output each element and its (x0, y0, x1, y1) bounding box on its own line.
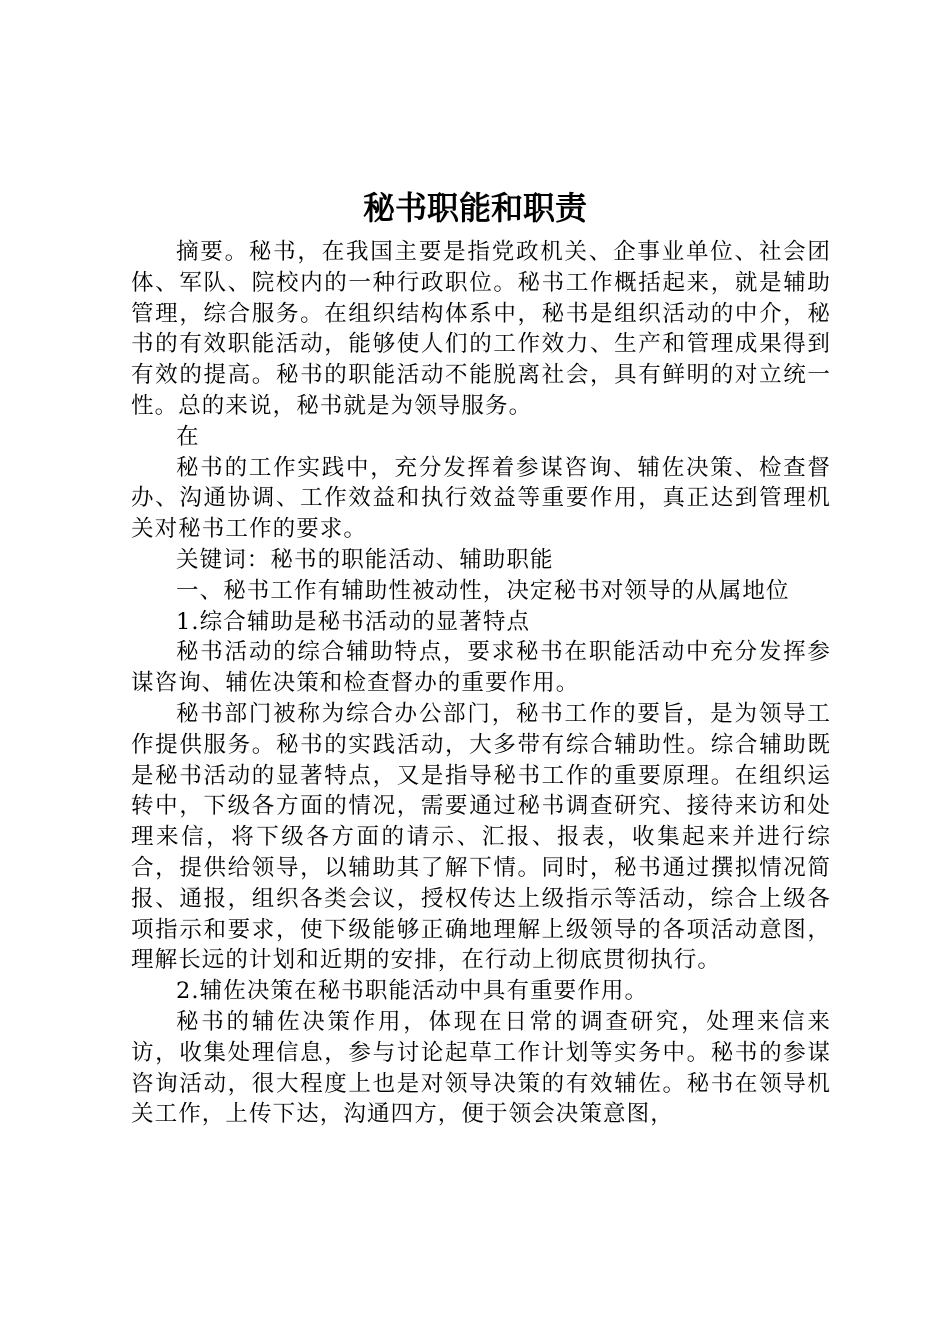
paragraph-abstract: 摘要。秘书，在我国主要是指党政机关、企事业单位、社会团体、军队、院校内的一种行政职位。秘书工作概括起来，就是辅助管理，综合服务。在组织结构体系中，秘书是组织活动的中介，秘书的有效职能活动，能够使人们的工作效力、生产和管理成果得到有效的提高。秘书的职能活动不能脱离社会，具有鲜明的对立统一性。总的来说，秘书就是为领导服务。 (131, 239, 831, 419)
paragraph-body: 秘书的辅佐决策作用，体现在日常的调查研究，处理来信来访，收集处理信息，参与讨论起草工作计划等实务中。秘书的参谋咨询活动，很大程度上也是对领导决策的有效辅佐。秘书在领导机关工作，上传下达，沟通四方，便于领会决策意图， (131, 1008, 831, 1128)
paragraph-body: 秘书部门被称为综合办公部门，秘书工作的要旨，是为领导工作提供服务。秘书的实践活动，大多带有综合辅助性。综合辅助既是秘书活动的显著特点，又是指导秘书工作的重要原理。在组织运转中，下级各方面的情况，需要通过秘书调查研究、接待来访和处理来信，将下级各方面的请示、汇报、报表，收集起来并进行综合，提供给领导，以辅助其了解下情。同时，秘书通过撰拟情况简报、通报，组织各类会议，授权传达上级指示等活动，综合上级各项指示和要求，使下级能够正确地理解上级领导的各项活动意图，理解长远的计划和近期的安排，在行动上彻底贯彻执行。 (131, 700, 831, 974)
paragraph-body: 秘书活动的综合辅助特点，要求秘书在职能活动中充分发挥参谋咨询、辅佐决策和检查督办的重要作用。 (131, 639, 831, 697)
paragraph-practice: 秘书的工作实践中，充分发挥着参谋咨询、辅佐决策、检查督办、沟通协调、工作效益和执行效益等重要作用，真正达到管理机关对秘书工作的要求。 (131, 454, 831, 543)
paragraph-keywords: 关键词：秘书的职能活动、辅助职能 (176, 546, 554, 573)
subsection-heading-1: 1.综合辅助是秘书活动的显著特点 (176, 608, 531, 635)
document-body (131, 237, 831, 1130)
paragraph-fragment: 在 (176, 423, 200, 450)
section-heading-1: 一、秘书工作有辅助性被动性，决定秘书对领导的从属地位 (176, 577, 790, 604)
subsection-heading-2: 2.辅佐决策在秘书职能活动中具有重要作用。 (176, 978, 649, 1005)
document-title: 秘书职能和职责 (362, 189, 587, 227)
